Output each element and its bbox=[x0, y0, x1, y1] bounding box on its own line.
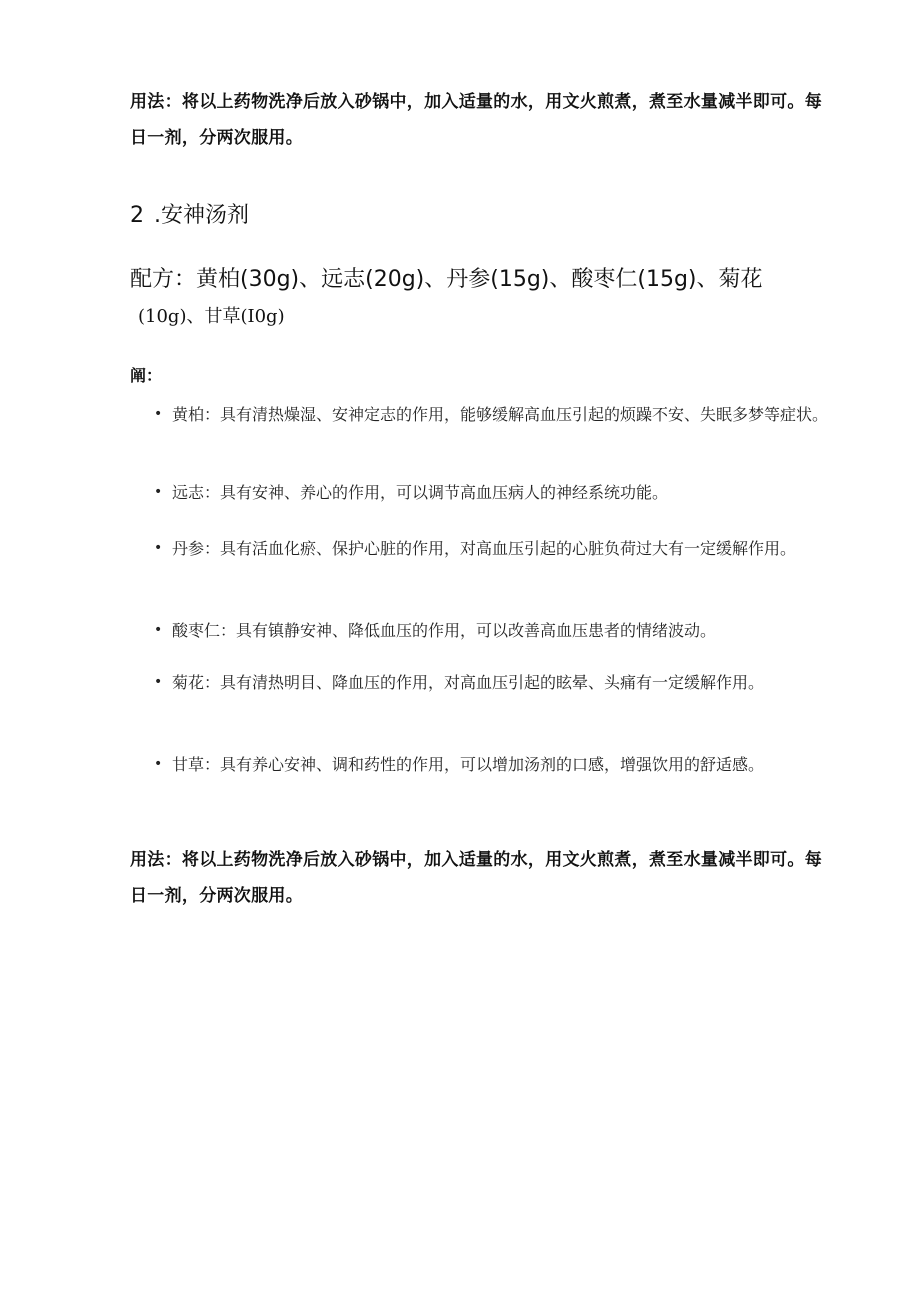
bullet-marker: • bbox=[154, 674, 163, 690]
list-item-text: 丹参：具有活血化瘀、保护心脏的作用，对高血压引起的心脏负荷过大有一定缓解作用。 bbox=[172, 539, 797, 558]
list-item bbox=[150, 664, 850, 746]
list-item bbox=[150, 746, 850, 824]
bullet-marker: • bbox=[154, 756, 163, 772]
section-number: 2 bbox=[130, 203, 144, 228]
list-item-text: 酸枣仁：具有镇静安神、降低血压的作用，可以改善高血压患者的情绪波动。 bbox=[172, 621, 717, 640]
list-item bbox=[150, 396, 850, 474]
explanation-label: 阐： bbox=[130, 366, 163, 385]
list-item-text: 远志：具有安神、养心的作用，可以调节高血压病人的神经系统功能。 bbox=[172, 483, 669, 502]
list-item bbox=[150, 530, 850, 612]
formula-line-2: (10g)、甘草(I0g) bbox=[138, 306, 285, 327]
section-title: .安神汤剂 bbox=[154, 203, 249, 228]
formula-line-1: 配方：黄柏(30g)、远志(20g)、丹参(15g)、酸枣仁(15g)、菊花 bbox=[130, 267, 763, 292]
bullet-marker: • bbox=[154, 540, 163, 556]
usage-paragraph-top: 用法：将以上药物洗净后放入砂锅中，加入适量的水，用文火煎煮，煮至水量减半即可。每日一剂，分两次服用。 bbox=[130, 92, 822, 148]
list-item bbox=[150, 474, 850, 530]
usage-paragraph-bottom: 用法：将以上药物洗净后放入砂锅中，加入适量的水，用文火煎煮，煮至水量减半即可。每日一剂，分两次服用。 bbox=[130, 850, 822, 906]
bullet-marker: • bbox=[154, 484, 163, 500]
bullet-marker: • bbox=[154, 622, 163, 638]
ingredient-list bbox=[150, 396, 850, 824]
list-item-text: 黄柏：具有清热燥湿、安神定志的作用，能够缓解高血压引起的烦躁不安、失眠多梦等症状。 bbox=[172, 405, 829, 424]
bullet-marker: • bbox=[154, 406, 163, 422]
section-heading bbox=[130, 198, 249, 234]
list-item-text: 甘草：具有养心安神、调和药性的作用，可以增加汤剂的口感，增强饮用的舒适感。 bbox=[172, 755, 765, 774]
list-item bbox=[150, 612, 850, 664]
list-item-text: 菊花：具有清热明目、降血压的作用，对高血压引起的眩晕、头痛有一定缓解作用。 bbox=[172, 673, 765, 692]
